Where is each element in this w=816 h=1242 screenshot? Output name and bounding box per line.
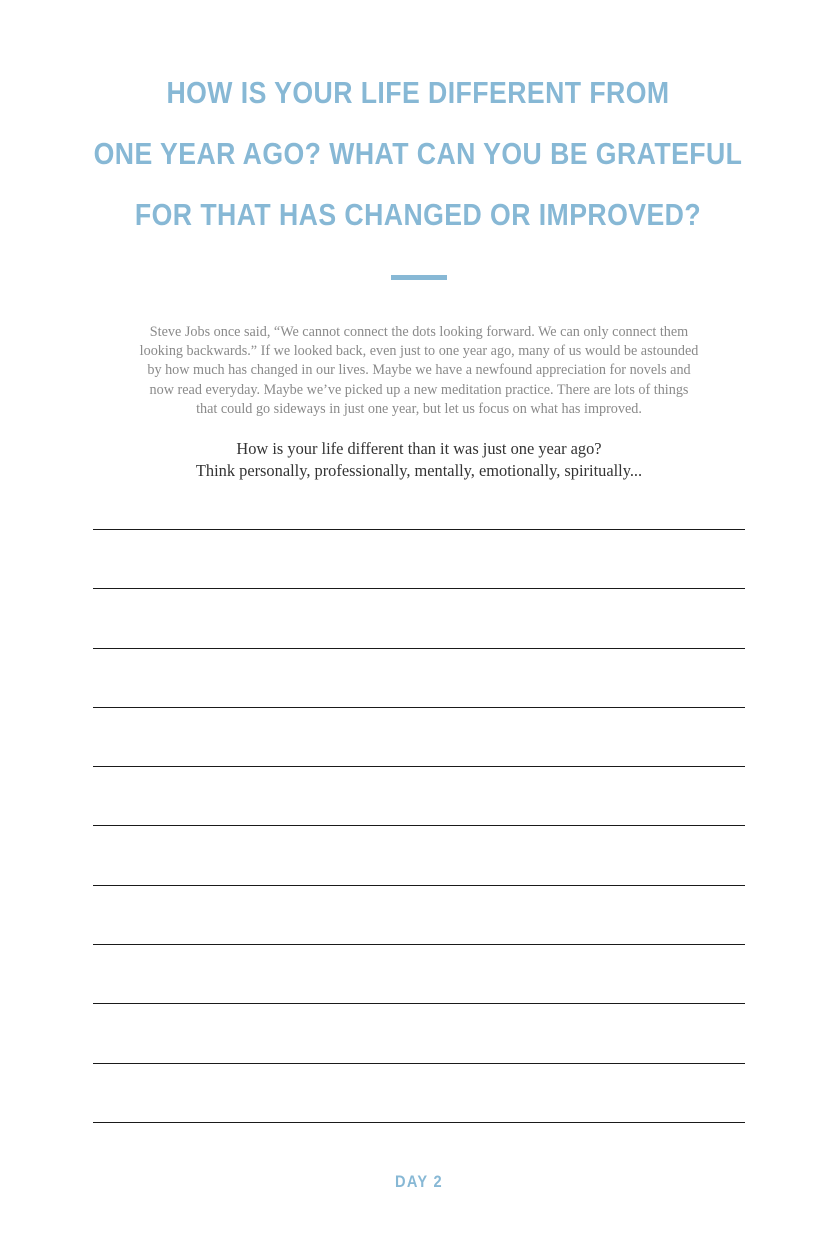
day-label: DAY 2 [395, 1172, 443, 1191]
intro-line-1: Steve Jobs once said, “We cannot connect the dots looking forward. We can only connect them [149, 324, 689, 340]
writing-line-5 [93, 766, 745, 767]
writing-line-7 [93, 885, 745, 886]
writing-line-11 [93, 1122, 745, 1123]
writing-line-3 [93, 648, 745, 649]
writing-line-2 [93, 588, 745, 589]
writing-line-1 [93, 529, 745, 530]
writing-line-10 [93, 1063, 745, 1064]
intro-line-5: that could go sideways in just one year, but let us focus on what has improved. [196, 400, 642, 417]
writing-line-6 [93, 825, 745, 826]
page-title-line-1: HOW IS YOUR LIFE DIFFERENT FROM [166, 75, 670, 110]
intro-line-4: now read everyday. Maybe we’ve picked up a new meditation practice. There are lots of things [149, 381, 689, 398]
page-title-line-2: ONE YEAR AGO? WHAT CAN YOU BE GRATEFUL [93, 136, 743, 171]
writing-line-8 [93, 944, 745, 945]
intro-line-3: by how much has changed in our lives. Maybe we have a newfound appreciation for novels and [147, 362, 691, 379]
intro-line-2: looking backwards.” If we looked back, even just to one year ago, many of us would be astounded [139, 343, 699, 360]
page-title-line-3: FOR THAT HAS CHANGED OR IMPROVED? [134, 197, 702, 232]
writing-line-4 [93, 707, 745, 708]
prompt-question: How is your life different than it was just one year ago? [236, 439, 602, 458]
prompt-hint: Think personally, professionally, mentally, emotionally, spiritually... [195, 460, 643, 480]
writing-area[interactable] [93, 0, 745, 1242]
writing-line-9 [93, 1003, 745, 1004]
